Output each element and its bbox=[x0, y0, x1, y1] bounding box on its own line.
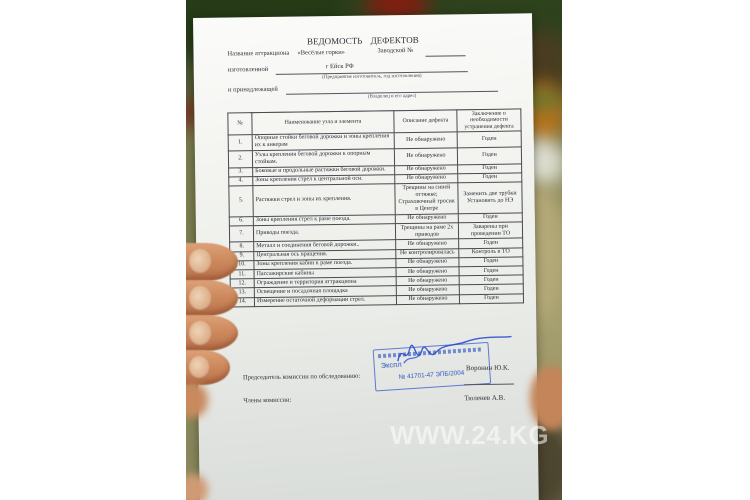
row-num: 9. bbox=[230, 251, 254, 261]
owner-label: и принадлежащей bbox=[227, 85, 278, 94]
row-name: Центральная ось вращения. bbox=[254, 249, 396, 260]
fingernail bbox=[190, 250, 210, 272]
col-header-name: Наименование узла и элемента bbox=[252, 111, 394, 135]
row-conclusion: Годен bbox=[457, 131, 521, 148]
row-conclusion: Заварены при проведении ТО bbox=[458, 222, 522, 239]
document-title: ВЕДОМОСТЬ ДЕФЕКТОВ bbox=[306, 34, 419, 47]
col-header-num: № bbox=[228, 113, 252, 135]
factory-number-blank bbox=[425, 47, 465, 57]
row-defect: Не обнаружено bbox=[396, 285, 459, 295]
row-defect: Не обнаружено bbox=[396, 239, 459, 249]
stamp-text: Экспл bbox=[380, 359, 402, 371]
row-name: Металл и соединения беговой дорожки.. bbox=[254, 240, 396, 251]
row-defect: Не обнаружено bbox=[395, 164, 458, 174]
row-conclusion: Годен bbox=[458, 173, 522, 183]
table-row bbox=[229, 182, 522, 217]
row-conclusion: Годен bbox=[457, 147, 521, 164]
row-num: 11. bbox=[230, 270, 254, 280]
row-name: Ограждение и территория аттракциона bbox=[254, 277, 396, 288]
row-conclusion: Годен bbox=[459, 294, 523, 304]
attraction-name-value: «Весёлые горки» bbox=[297, 48, 345, 57]
row-defect: Не обнаружено bbox=[396, 294, 459, 304]
fingernail bbox=[190, 357, 208, 377]
row-num: 6. bbox=[229, 216, 253, 226]
fingernail bbox=[190, 287, 210, 309]
members-label: Члены комиссии: bbox=[243, 396, 292, 405]
row-conclusion: Годен bbox=[458, 164, 522, 174]
chairman-name: Воронин Ю.К. bbox=[465, 363, 510, 373]
row-name: Зоны крепления стрел к раме поезда. bbox=[253, 215, 395, 226]
row-num: 2. bbox=[228, 151, 252, 168]
chairman-label: Председатель комиссии по обследованию: bbox=[242, 372, 361, 382]
row-num: 4. bbox=[229, 176, 253, 186]
col-header-defect: Описание дефекта bbox=[394, 110, 457, 133]
row-name: Растяжки стрел и зоны их крепления. bbox=[253, 184, 395, 217]
fingernail bbox=[190, 322, 210, 344]
row-name: Зоны крепления кабин к раме поезда. bbox=[254, 259, 396, 270]
row-defect: Не обнаружено bbox=[396, 276, 459, 286]
member-name: Тюленев А.В. bbox=[464, 393, 506, 403]
row-conclusion: Контроль в ТО bbox=[459, 248, 523, 258]
row-conclusion: Годен bbox=[459, 257, 523, 267]
row-num: 5. bbox=[229, 186, 253, 217]
row-conclusion: Годен bbox=[459, 238, 523, 248]
row-name: Пассажирские кабины bbox=[254, 268, 396, 279]
news-site-watermark: WWW.24.KG bbox=[390, 420, 550, 450]
row-num: 10. bbox=[230, 261, 254, 271]
manufacturer-value: г Ейск РФ bbox=[325, 62, 354, 71]
row-name: Зоны крепления стрел к центральной оси. bbox=[253, 174, 395, 185]
row-defect: Не контролировалась bbox=[396, 248, 459, 258]
row-defect: Не обнаружено bbox=[395, 214, 458, 224]
photo-of-document bbox=[186, 0, 562, 500]
manufacturer-note: (Предприятие изготовитель, год изготовления) bbox=[322, 73, 422, 81]
row-num: 12. bbox=[230, 279, 254, 289]
row-defect: Не обнаружено bbox=[396, 267, 459, 277]
row-name: Освещение и посадочная площадка bbox=[254, 286, 396, 297]
row-name: Боковые и продольные растяжки беговой дорожки. bbox=[253, 165, 395, 176]
row-name: Опорные стойки беговой дорожки и зоны крепления их к анкерам bbox=[252, 132, 394, 150]
member-signature-line bbox=[464, 376, 514, 386]
owner-note: (Владелец и его адрес) bbox=[367, 93, 417, 100]
row-defect: Не обнаружено bbox=[396, 258, 459, 268]
row-name: Приводы поезда. bbox=[253, 224, 395, 242]
col-header-conclusion: Заключение о необходимости устранения дефекта bbox=[457, 109, 521, 132]
row-num: 7. bbox=[229, 226, 253, 243]
row-num: 1. bbox=[228, 134, 252, 151]
factory-number-label: Заводской № bbox=[377, 46, 414, 55]
manufactured-label: изготовленной bbox=[227, 65, 269, 74]
row-num: 3. bbox=[229, 167, 253, 177]
row-num: 14. bbox=[230, 297, 254, 307]
row-conclusion: Годен bbox=[459, 284, 523, 294]
row-conclusion: Годен bbox=[459, 266, 523, 276]
row-num: 13. bbox=[230, 288, 254, 298]
row-conclusion: Заменить две трубки Установить до НЭ bbox=[458, 182, 522, 214]
row-conclusion: Годен bbox=[458, 213, 522, 223]
row-defect: Трещины на синей оттяжке; Страховочный тросик в Центре bbox=[395, 183, 458, 215]
attraction-name-label: Название аттракциона bbox=[227, 49, 290, 58]
defects-table bbox=[227, 108, 524, 307]
row-num: 8. bbox=[230, 242, 254, 252]
row-defect: Не обнаружено bbox=[395, 174, 458, 184]
row-conclusion: Годен bbox=[459, 275, 523, 285]
row-defect: Не обнаружено bbox=[394, 148, 457, 165]
row-name: Измерение остаточной деформации стрел. bbox=[254, 295, 396, 306]
row-defect: Не обнаружено bbox=[394, 132, 457, 149]
row-defect: Трещины на раме 2х приводов bbox=[395, 223, 458, 240]
stamp-number: № 41701-47 ЭПБ/2004 bbox=[398, 369, 465, 381]
row-name: Узлы крепления беговой дорожки к опорным стойкам. bbox=[252, 149, 394, 167]
